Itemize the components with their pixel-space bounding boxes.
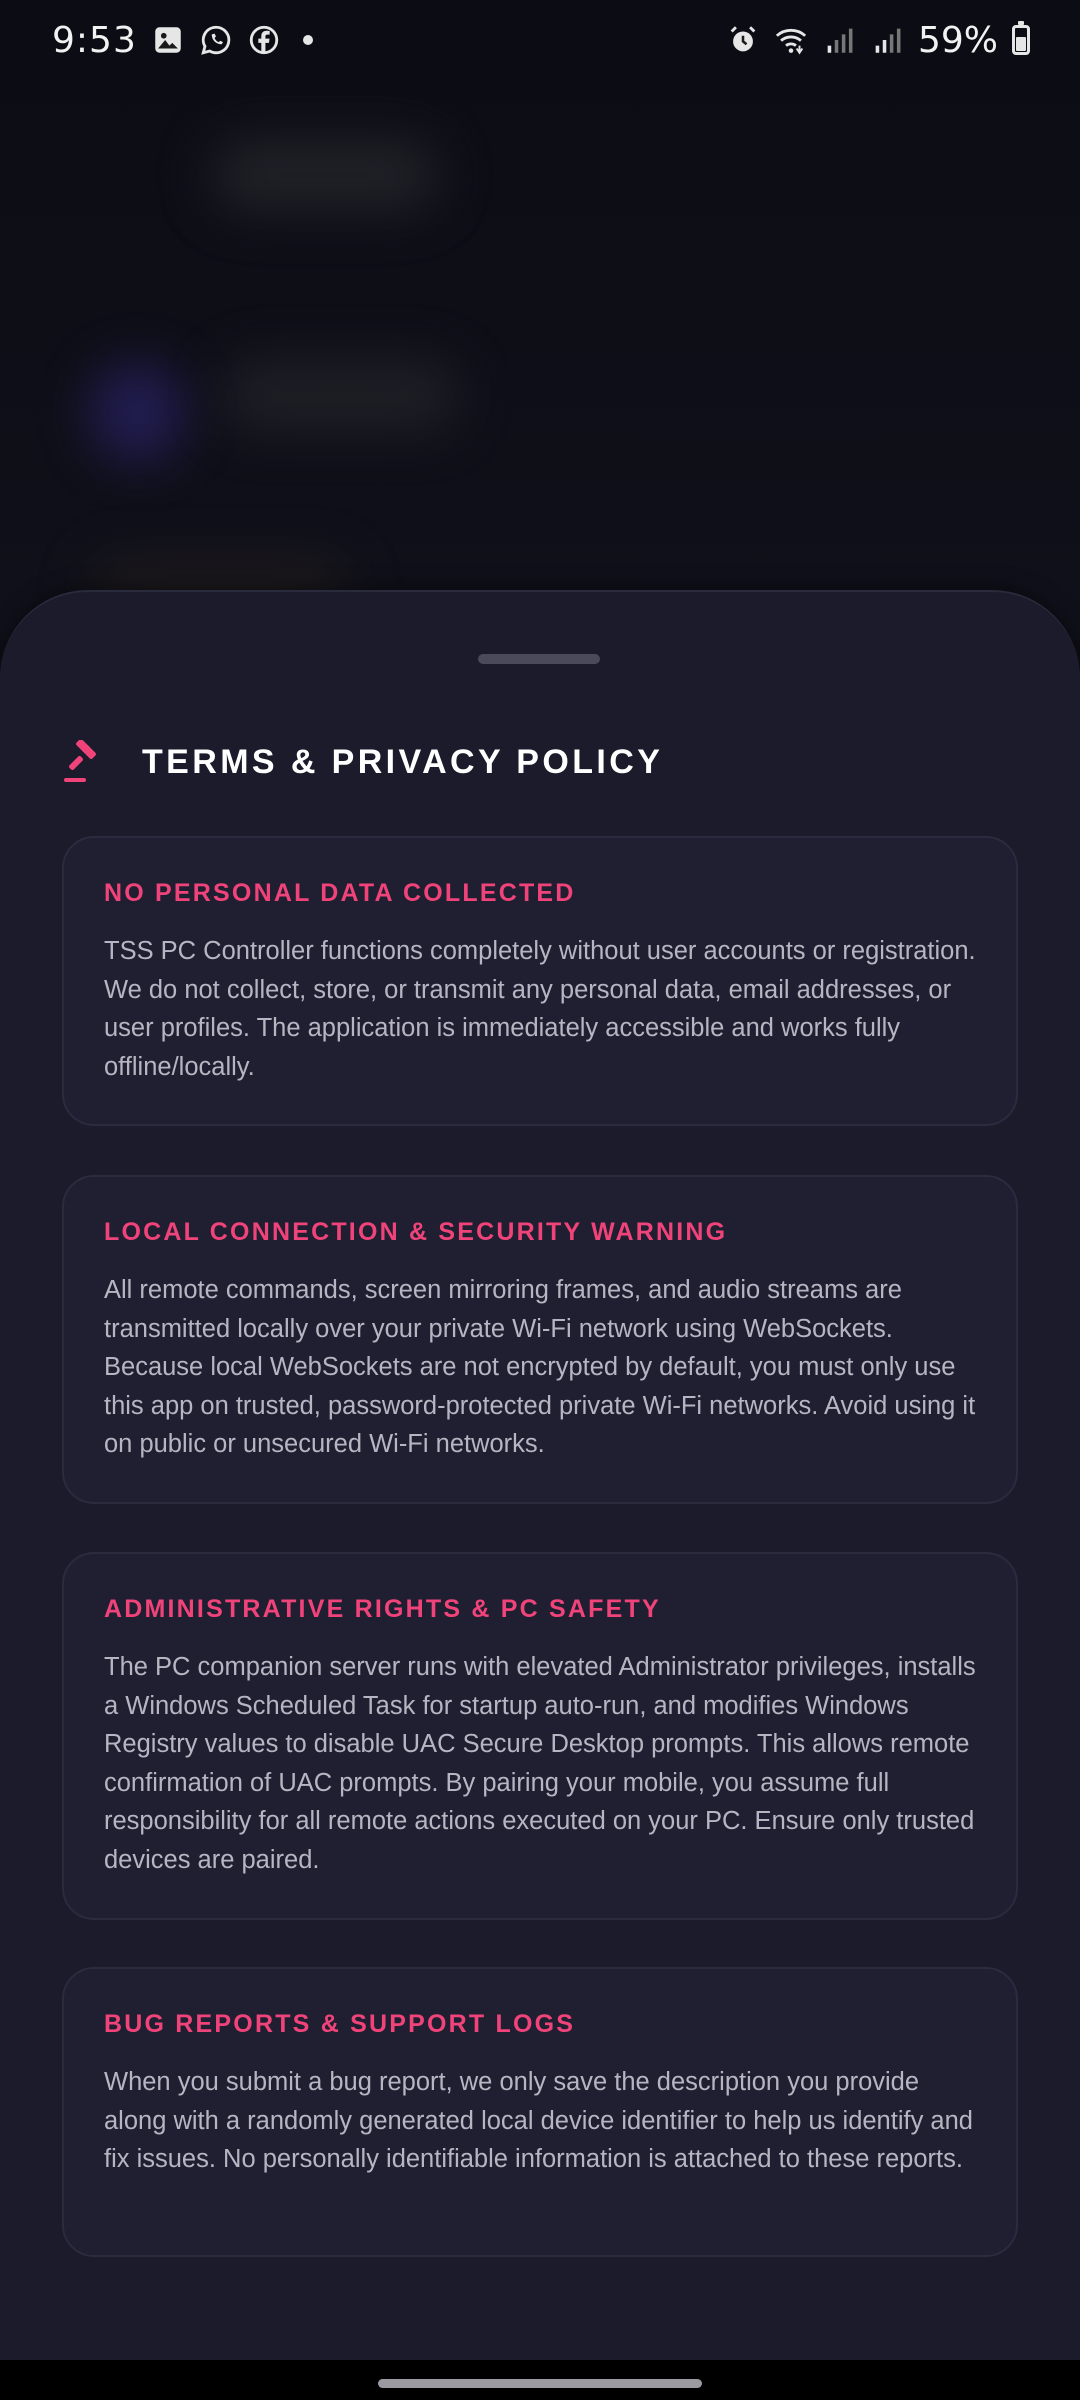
section-card-security [62, 1175, 1018, 1504]
section-card-admin-rights [62, 1552, 1018, 1920]
status-right [726, 20, 1030, 61]
status-time: 9:53 [52, 19, 137, 61]
terms-bottom-sheet[interactable] [0, 590, 1080, 2360]
battery-icon [1012, 25, 1030, 55]
signal-icon [870, 23, 904, 57]
section-body: TSS PC Controller functions completely without user accounts or registration. We do not collect, store, or transmit any personal data, email addresses, or user profiles. The application is immediately accessible and works fully offline/locally. [104, 937, 976, 1081]
whatsapp-icon [199, 23, 233, 57]
blurred-content [90, 365, 185, 460]
section-body: The PC companion server runs with elevated Administrator privileges, installs a Windows Scheduled Task for startup auto-run, and modifies Windows Registry values to disable UAC Secure Desktop prompts. This allows remote confirmation of UAC prompts. By pairing your mobile, you assume full responsibility for all remote actions executed on your PC. Ensure only trusted devices are paired. [104, 1653, 976, 1874]
wifi-icon [774, 23, 808, 57]
facebook-icon [247, 23, 281, 57]
section-card-privacy [62, 836, 1018, 1126]
section-title: NO PERSONAL DATA COLLECTED [104, 879, 576, 907]
status-left [52, 20, 313, 61]
section-body: All remote commands, screen mirroring frames, and audio streams are transmitted locally over your private Wi-Fi network using WebSockets. Because local WebSockets are not encrypted by default, you must only use this app on trusted, password-protected private Wi-Fi networks. Avoid using it on public or unsecured Wi-Fi networks. [104, 1276, 976, 1458]
status-bar [0, 0, 1080, 80]
blurred-content [220, 360, 460, 430]
section-body: When you submit a bug report, we only save the description you provide along with a randomly generated local device identifier to help us identify and fix issues. No personally identifiable information is attached to these reports. [104, 2068, 973, 2173]
section-card-bug-reports [62, 1967, 1018, 2257]
sheet-header [62, 722, 663, 802]
notification-dot-icon [303, 35, 313, 45]
home-indicator[interactable] [378, 2379, 702, 2388]
signal-icon [822, 23, 856, 57]
blurred-content [210, 140, 440, 210]
battery-percent: 59% [917, 19, 998, 61]
section-title: BUG REPORTS & SUPPORT LOGS [104, 2010, 576, 2038]
alarm-icon [726, 23, 760, 57]
sheet-title: TERMS & PRIVACY POLICY [142, 742, 664, 781]
gavel-icon [62, 740, 106, 784]
sheet-drag-handle[interactable] [478, 654, 600, 664]
battery-fill [1016, 37, 1026, 51]
navigation-bar [0, 2360, 1080, 2400]
section-title: LOCAL CONNECTION & SECURITY WARNING [104, 1218, 728, 1246]
background-app-blurred [0, 0, 1080, 640]
gallery-icon [151, 23, 185, 57]
section-title: ADMINISTRATIVE RIGHTS & PC SAFETY [104, 1595, 661, 1623]
